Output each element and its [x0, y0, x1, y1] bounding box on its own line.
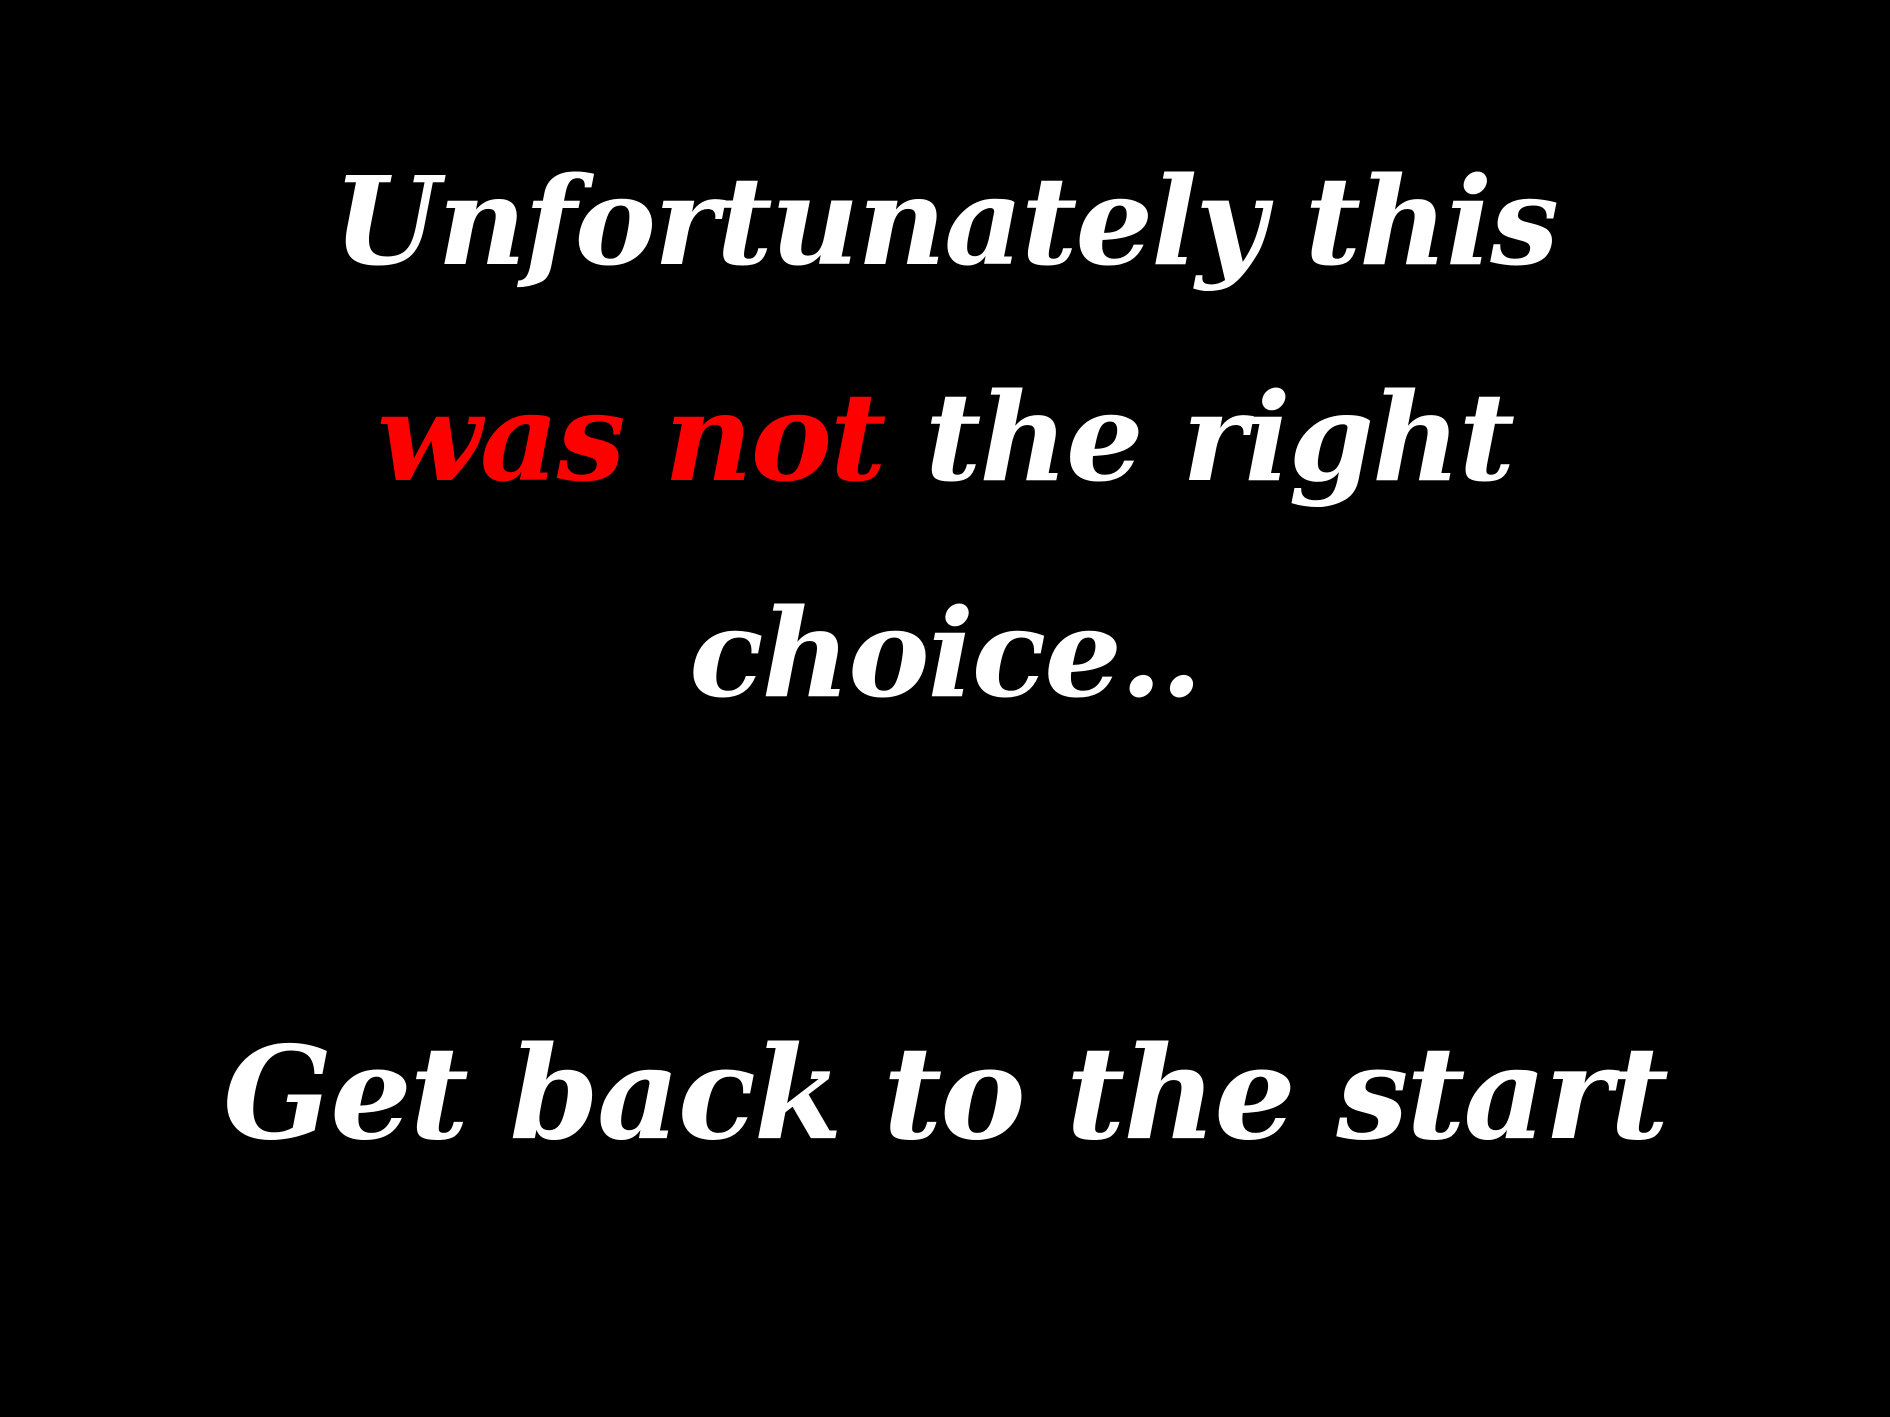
- message-line-3: choice..: [689, 581, 1201, 725]
- back-to-start-link[interactable]: Get back to the start: [223, 1019, 1667, 1169]
- message-line-2: [0, 365, 1890, 509]
- message-line-2-rest: the right: [884, 365, 1514, 509]
- wrong-choice-highlight: was not: [376, 365, 885, 509]
- message-line-1: Unfortunately this: [333, 149, 1557, 293]
